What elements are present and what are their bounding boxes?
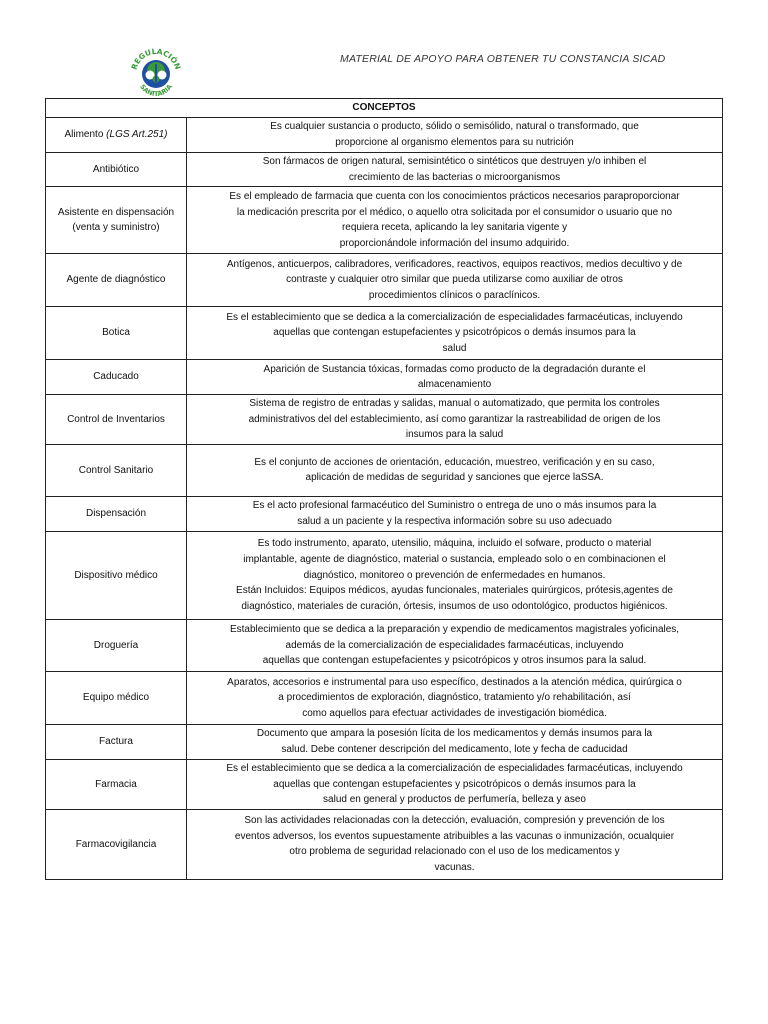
concept-definition: Aparatos, accesorios e instrumental para uso específico, destinados a la atención médica, quirúrgica o a procedimientos de exploración, diagnóstico, tratamiento y/o rehabilitación, así como aquellos para efectuar actividades de investigación biomédica.	[187, 671, 723, 724]
table-row	[46, 360, 723, 395]
table-heading-row	[46, 99, 723, 118]
concept-term	[46, 254, 187, 307]
concept-term	[46, 118, 187, 153]
table-row	[46, 118, 723, 153]
concept-term	[46, 724, 187, 759]
table-row	[46, 395, 723, 445]
table-row	[46, 254, 723, 307]
concept-definition: Es todo instrumento, aparato, utensilio, máquina, incluido el sofware, producto o material implantable, agente de diagnóstico, material o sustancia, empleado solo o en combinacionen el diagnóstico, monitoreo o prevención de enfermedades en humanos. Están Incluidos: Equipos médicos, ayudas funcionales, materiales quirúrgicos, prótesis,agentes de diagnóstico, materiales de curación, órtesis, insumos de uso odontológico, productos higiénicos.	[187, 531, 723, 619]
concept-definition: Aparición de Sustancia tóxicas, formadas como producto de la degradación durante el almacenamiento	[187, 360, 723, 395]
regulacion-sanitaria-logo	[128, 44, 184, 100]
concept-term-label: Botica	[102, 327, 130, 339]
concept-definition: Son las actividades relacionadas con la detección, evaluación, compresión y prevención de los eventos adversos, los eventos supuestamente atribuibles a las vacunas o inmunización, ocualquier otro problema de seguridad relacionado con el uso de los medicamentos y vacunas.	[187, 809, 723, 879]
concept-term-label: Farmacia	[95, 778, 137, 790]
concept-term-label: Alimento	[64, 129, 107, 141]
concept-term	[46, 531, 187, 619]
concepts-table-body	[46, 118, 723, 880]
concept-term-label: Caducado	[93, 371, 139, 383]
concept-term	[46, 444, 187, 496]
concept-term-reference: (LGS Art.251)	[106, 129, 168, 141]
concept-term-label: Antibiótico	[92, 163, 140, 175]
table-row	[46, 307, 723, 360]
concepts-table	[45, 98, 723, 880]
concept-definition: Sistema de registro de entradas y salidas, manual o automatizado, que permita los controles administrativos del del establecimiento, así como garantizar la rastreabilidad de origen de los insumos para la salud	[187, 395, 723, 445]
concept-definition: Son fármacos de origen natural, semisintético o sintéticos que destruyen y/o inhiben el crecimiento de las bacterias o microorganismos	[187, 153, 723, 187]
concept-term-label: Control Sanitario	[78, 464, 154, 476]
concept-definition: Es el empleado de farmacia que cuenta con los conocimientos prácticos necesarios paraproporcionar la medicación prescrita por el médico, o aquello otra solicitada por el consumidor o usuario que no requiera receta, aplicando la ley sanitaria vigente y proporcionándole información del insumo adquirido.	[187, 187, 723, 254]
concept-term-label: Agente de diagnóstico	[66, 274, 166, 286]
concept-term-label: Asistente en dispensación (venta y suministro)	[57, 206, 175, 234]
concept-definition: Antígenos, anticuerpos, calibradores, verificadores, reactivos, equipos reactivos, medios decultivo y de contraste y cualquier otro similar que pueda utilizarse como auxiliar de otros procedimientos clínicos o paraclínicos.	[187, 254, 723, 307]
table-row	[46, 496, 723, 531]
concept-definition: Es el establecimiento que se dedica a la comercialización de especialidades farmacéuticas, incluyendo aquellas que contengan estupefacientes y psicotrópicos o demás insumos para la salud	[187, 307, 723, 360]
table-row	[46, 619, 723, 671]
concept-term	[46, 153, 187, 187]
concept-term	[46, 619, 187, 671]
concept-term	[46, 360, 187, 395]
concept-term-label: Control de Inventarios	[67, 413, 165, 425]
concept-definition: Es cualquier sustancia o producto, sólido o semisólido, natural o transformado, que proporcione al organismo elementos para su nutrición	[187, 118, 723, 153]
concept-term	[46, 187, 187, 254]
concept-definition: Es el establecimiento que se dedica a la comercialización de especialidades farmacéuticas, incluyendo aquellas que contengan estupefacientes y psicotrópicos o demás insumos para la salud en general y productos de perfumería, belleza y aseo	[187, 759, 723, 809]
logo-bottom-text: SANITARIA	[138, 82, 174, 99]
table-row	[46, 187, 723, 254]
table-row	[46, 444, 723, 496]
concept-term-label: Factura	[99, 736, 133, 748]
concept-definition: Documento que ampara la posesión lícita de los medicamentos y demás insumos para la salud. Debe contener descripción del medicamento, lote y fecha de caducidad	[187, 724, 723, 759]
concept-term	[46, 671, 187, 724]
table-row	[46, 759, 723, 809]
concept-term	[46, 496, 187, 531]
table-heading: CONCEPTOS	[46, 99, 723, 118]
concept-term	[46, 395, 187, 445]
table-row	[46, 671, 723, 724]
concept-definition: Es el acto profesional farmacéutico del Suministro o entrega de uno o más insumos para la salud a un paciente y la respectiva información sobre su uso adecuado	[187, 496, 723, 531]
table-row	[46, 153, 723, 187]
logo-top-text: REGULACIÓN	[129, 46, 183, 71]
concept-definition: Establecimiento que se dedica a la preparación y expendio de medicamentos magistrales yoficinales, además de la comercialización de especialidades farmacéuticas, incluyendo aquellas que contengan estupefacientes y psicotrópicos y otros insumos para la salud.	[187, 619, 723, 671]
concept-term-label: Dispositivo médico	[74, 569, 158, 581]
table-row	[46, 724, 723, 759]
document-header-title: MATERIAL DE APOYO PARA OBTENER TU CONSTANCIA SICAD	[340, 53, 666, 65]
concept-term-label: Dispensación	[85, 508, 147, 520]
table-row	[46, 531, 723, 619]
concept-term-label: Droguería	[93, 639, 139, 651]
concept-term	[46, 809, 187, 879]
table-row	[46, 809, 723, 879]
concept-term	[46, 759, 187, 809]
concept-term-label: Farmacovigilancia	[75, 838, 157, 850]
concept-term	[46, 307, 187, 360]
concept-definition: Es el conjunto de acciones de orientación, educación, muestreo, verificación y en su caso, aplicación de medidas de seguridad y sanciones que ejerce laSSA.	[187, 444, 723, 496]
concept-term-label: Equipo médico	[82, 692, 150, 704]
